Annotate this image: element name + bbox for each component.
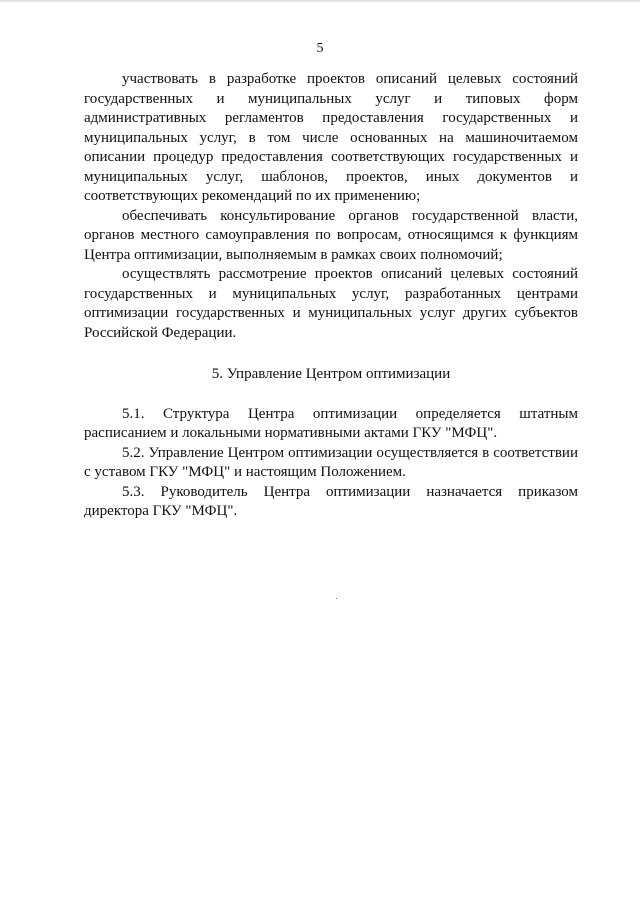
section-heading: 5. Управление Центром оптимизации (211, 366, 451, 382)
clause-5-1: 5.1. Структура Центра оптимизации определяется штатным расписанием и локальными нормативными актами ГКУ "МФЦ". (84, 405, 578, 441)
clause-5-3: 5.3. Руководитель Центра оптимизации назначается приказом директора ГКУ "МФЦ". (84, 483, 578, 519)
paragraph-provide-consulting: обеспечивать консультирование органов государственной власти, органов местного самоуправления по вопросам, относящимся к функциям Центра оптимизации, выполняемым в рамках своих полномочий; (84, 207, 578, 263)
scan-speck (336, 598, 337, 599)
clause-5-2: 5.2. Управление Центром оптимизации осуществляется в соответствии с уставом ГКУ "МФЦ" и настоящим Положением. (84, 444, 578, 480)
scan-top-edge (0, 0, 640, 3)
paragraph-participate-development: участвовать в разработке проектов описаний целевых состояний государственных и муниципальных услуг и типовых форм административных регламентов предоставления государственных и муниципальных услуг, в том числе основанных на машиночитаемом описании процедур предоставления соответствующих государственных и муниципальных услуг, шаблонов, проектов, иных документов и соответствующих рекомендаций по их применению; (84, 71, 578, 204)
document-body (84, 70, 578, 522)
page-number: 5 (316, 41, 324, 56)
paragraph-review-projects: осуществлять рассмотрение проектов описаний целевых состояний государственных и муниципальных услуг, разработанных центрами оптимизации государственных и муниципальных услуг других субъектов Российской Федерации. (84, 266, 578, 341)
